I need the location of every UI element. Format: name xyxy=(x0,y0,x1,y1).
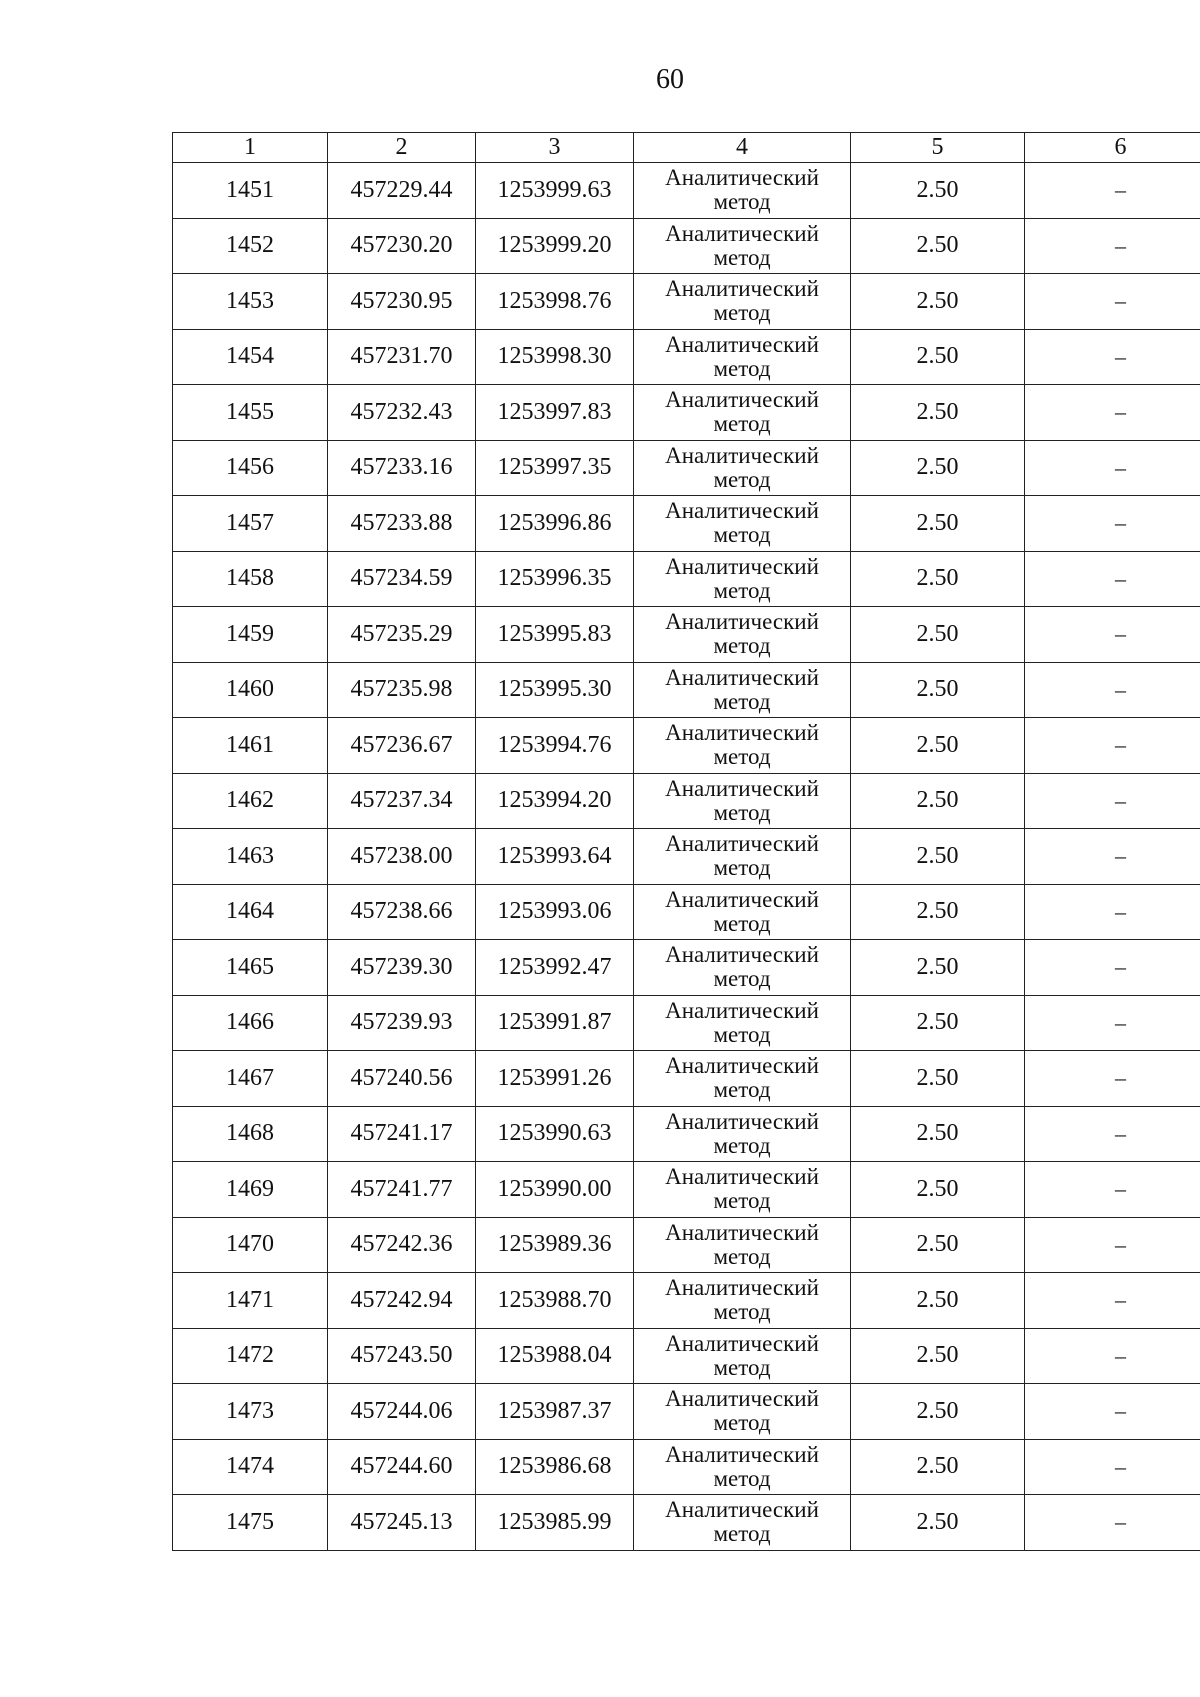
method-cell xyxy=(634,995,851,1051)
table-row xyxy=(173,884,1200,940)
point-number-cell: 1475 xyxy=(173,1495,328,1551)
x-coordinate-cell: 457229.44 xyxy=(328,163,476,219)
method-line-2: метод xyxy=(713,966,771,992)
table-row xyxy=(173,1217,1200,1273)
x-coordinate-cell: 457238.00 xyxy=(328,829,476,885)
y-coordinate-cell: 1253992.47 xyxy=(476,940,634,996)
method-line-1: Аналитический xyxy=(665,220,819,246)
table-row xyxy=(173,1051,1200,1107)
method-line-2: метод xyxy=(713,799,771,825)
point-number-cell: 1465 xyxy=(173,940,328,996)
note-cell: – xyxy=(1025,607,1200,663)
table-header xyxy=(173,133,1200,163)
point-number-cell: 1460 xyxy=(173,662,328,718)
point-number-cell: 1473 xyxy=(173,1384,328,1440)
note-cell: – xyxy=(1025,1106,1200,1162)
x-coordinate-cell: 457232.43 xyxy=(328,385,476,441)
method-cell xyxy=(634,773,851,829)
method-line-2: метод xyxy=(713,244,771,270)
y-coordinate-cell: 1253999.63 xyxy=(476,163,634,219)
method-line-2: метод xyxy=(713,355,771,381)
method-cell xyxy=(634,1384,851,1440)
note-cell: – xyxy=(1025,1495,1200,1551)
point-number-cell: 1462 xyxy=(173,773,328,829)
point-number-cell: 1474 xyxy=(173,1439,328,1495)
table-row xyxy=(173,1384,1200,1440)
point-number-cell: 1466 xyxy=(173,995,328,1051)
error-cell: 2.50 xyxy=(851,1106,1025,1162)
x-coordinate-cell: 457244.06 xyxy=(328,1384,476,1440)
x-coordinate-cell: 457245.13 xyxy=(328,1495,476,1551)
x-coordinate-cell: 457237.34 xyxy=(328,773,476,829)
table-row xyxy=(173,773,1200,829)
error-cell: 2.50 xyxy=(851,995,1025,1051)
x-coordinate-cell: 457230.95 xyxy=(328,274,476,330)
method-line-2: метод xyxy=(713,1410,771,1436)
method-cell xyxy=(634,607,851,663)
header-row xyxy=(173,133,1200,163)
point-number-cell: 1461 xyxy=(173,718,328,774)
note-cell: – xyxy=(1025,829,1200,885)
point-number-cell: 1452 xyxy=(173,218,328,274)
method-line-2: метод xyxy=(713,855,771,881)
point-number-cell: 1464 xyxy=(173,884,328,940)
error-cell: 2.50 xyxy=(851,773,1025,829)
y-coordinate-cell: 1253999.20 xyxy=(476,218,634,274)
x-coordinate-cell: 457230.20 xyxy=(328,218,476,274)
method-cell xyxy=(634,1495,851,1551)
y-coordinate-cell: 1253998.76 xyxy=(476,274,634,330)
note-cell: – xyxy=(1025,440,1200,496)
note-cell: – xyxy=(1025,163,1200,219)
error-cell: 2.50 xyxy=(851,1384,1025,1440)
point-number-cell: 1455 xyxy=(173,385,328,441)
error-cell: 2.50 xyxy=(851,1217,1025,1273)
method-cell xyxy=(634,1328,851,1384)
table-row xyxy=(173,385,1200,441)
error-cell: 2.50 xyxy=(851,551,1025,607)
y-coordinate-cell: 1253989.36 xyxy=(476,1217,634,1273)
note-cell: – xyxy=(1025,274,1200,330)
note-cell: – xyxy=(1025,329,1200,385)
error-cell: 2.50 xyxy=(851,718,1025,774)
y-coordinate-cell: 1253986.68 xyxy=(476,1439,634,1495)
method-line-2: метод xyxy=(713,1465,771,1491)
method-line-1: Аналитический xyxy=(665,1219,819,1245)
method-cell xyxy=(634,1051,851,1107)
y-coordinate-cell: 1253995.83 xyxy=(476,607,634,663)
method-line-2: метод xyxy=(713,411,771,437)
error-cell: 2.50 xyxy=(851,1328,1025,1384)
y-coordinate-cell: 1253998.30 xyxy=(476,329,634,385)
note-cell: – xyxy=(1025,1439,1200,1495)
column-header-4: 4 xyxy=(634,133,851,163)
table-row xyxy=(173,1106,1200,1162)
x-coordinate-cell: 457233.16 xyxy=(328,440,476,496)
table-row xyxy=(173,329,1200,385)
table-row xyxy=(173,1273,1200,1329)
table-row xyxy=(173,662,1200,718)
method-cell xyxy=(634,274,851,330)
method-line-1: Аналитический xyxy=(665,553,819,579)
x-coordinate-cell: 457239.93 xyxy=(328,995,476,1051)
error-cell: 2.50 xyxy=(851,1162,1025,1218)
method-cell xyxy=(634,884,851,940)
method-line-2: метод xyxy=(713,1021,771,1047)
point-number-cell: 1472 xyxy=(173,1328,328,1384)
note-cell: – xyxy=(1025,496,1200,552)
point-number-cell: 1451 xyxy=(173,163,328,219)
method-line-1: Аналитический xyxy=(665,498,819,524)
point-number-cell: 1458 xyxy=(173,551,328,607)
note-cell: – xyxy=(1025,1162,1200,1218)
y-coordinate-cell: 1253991.87 xyxy=(476,995,634,1051)
x-coordinate-cell: 457241.17 xyxy=(328,1106,476,1162)
note-cell: – xyxy=(1025,1217,1200,1273)
note-cell: – xyxy=(1025,940,1200,996)
method-line-2: метод xyxy=(713,466,771,492)
y-coordinate-cell: 1253991.26 xyxy=(476,1051,634,1107)
method-cell xyxy=(634,163,851,219)
method-line-1: Аналитический xyxy=(665,165,819,191)
error-cell: 2.50 xyxy=(851,662,1025,718)
note-cell: – xyxy=(1025,385,1200,441)
method-cell xyxy=(634,1439,851,1495)
method-cell xyxy=(634,551,851,607)
method-line-1: Аналитический xyxy=(665,720,819,746)
y-coordinate-cell: 1253993.64 xyxy=(476,829,634,885)
table-row xyxy=(173,1439,1200,1495)
point-number-cell: 1453 xyxy=(173,274,328,330)
table-body xyxy=(173,163,1200,1551)
error-cell: 2.50 xyxy=(851,385,1025,441)
column-header-5: 5 xyxy=(851,133,1025,163)
point-number-cell: 1459 xyxy=(173,607,328,663)
error-cell: 2.50 xyxy=(851,940,1025,996)
method-line-1: Аналитический xyxy=(665,1441,819,1467)
x-coordinate-cell: 457239.30 xyxy=(328,940,476,996)
point-number-cell: 1469 xyxy=(173,1162,328,1218)
error-cell: 2.50 xyxy=(851,440,1025,496)
method-cell xyxy=(634,1273,851,1329)
method-cell xyxy=(634,496,851,552)
table-row xyxy=(173,718,1200,774)
point-number-cell: 1454 xyxy=(173,329,328,385)
error-cell: 2.50 xyxy=(851,1051,1025,1107)
x-coordinate-cell: 457231.70 xyxy=(328,329,476,385)
column-header-2: 2 xyxy=(328,133,476,163)
x-coordinate-cell: 457244.60 xyxy=(328,1439,476,1495)
y-coordinate-cell: 1253994.20 xyxy=(476,773,634,829)
point-number-cell: 1468 xyxy=(173,1106,328,1162)
y-coordinate-cell: 1253985.99 xyxy=(476,1495,634,1551)
method-line-1: Аналитический xyxy=(665,997,819,1023)
method-line-2: метод xyxy=(713,522,771,548)
column-header-6: 6 xyxy=(1025,133,1200,163)
method-line-2: метод xyxy=(713,1077,771,1103)
method-cell xyxy=(634,1162,851,1218)
method-line-1: Аналитический xyxy=(665,1053,819,1079)
error-cell: 2.50 xyxy=(851,496,1025,552)
method-line-2: метод xyxy=(713,1299,771,1325)
method-line-2: метод xyxy=(713,1354,771,1380)
note-cell: – xyxy=(1025,1051,1200,1107)
table-row xyxy=(173,1162,1200,1218)
y-coordinate-cell: 1253997.83 xyxy=(476,385,634,441)
table-row xyxy=(173,1328,1200,1384)
y-coordinate-cell: 1253990.00 xyxy=(476,1162,634,1218)
error-cell: 2.50 xyxy=(851,1439,1025,1495)
method-line-1: Аналитический xyxy=(665,1386,819,1412)
y-coordinate-cell: 1253988.70 xyxy=(476,1273,634,1329)
method-line-1: Аналитический xyxy=(665,1497,819,1523)
y-coordinate-cell: 1253990.63 xyxy=(476,1106,634,1162)
note-cell: – xyxy=(1025,995,1200,1051)
error-cell: 2.50 xyxy=(851,329,1025,385)
x-coordinate-cell: 457235.29 xyxy=(328,607,476,663)
method-cell xyxy=(634,829,851,885)
table-row xyxy=(173,607,1200,663)
x-coordinate-cell: 457240.56 xyxy=(328,1051,476,1107)
note-cell: – xyxy=(1025,662,1200,718)
method-cell xyxy=(634,218,851,274)
method-line-2: метод xyxy=(713,910,771,936)
method-cell xyxy=(634,940,851,996)
y-coordinate-cell: 1253995.30 xyxy=(476,662,634,718)
method-line-1: Аналитический xyxy=(665,664,819,690)
method-line-2: метод xyxy=(713,1132,771,1158)
method-cell xyxy=(634,385,851,441)
error-cell: 2.50 xyxy=(851,218,1025,274)
x-coordinate-cell: 457236.67 xyxy=(328,718,476,774)
method-line-2: метод xyxy=(713,300,771,326)
method-cell xyxy=(634,718,851,774)
table-row xyxy=(173,995,1200,1051)
error-cell: 2.50 xyxy=(851,607,1025,663)
table-row xyxy=(173,551,1200,607)
y-coordinate-cell: 1253994.76 xyxy=(476,718,634,774)
table-row xyxy=(173,1495,1200,1551)
method-line-1: Аналитический xyxy=(665,387,819,413)
method-cell xyxy=(634,329,851,385)
coordinates-table xyxy=(172,132,1200,1551)
note-cell: – xyxy=(1025,218,1200,274)
table-row xyxy=(173,274,1200,330)
error-cell: 2.50 xyxy=(851,1273,1025,1329)
note-cell: – xyxy=(1025,718,1200,774)
method-line-1: Аналитический xyxy=(665,1164,819,1190)
method-line-2: метод xyxy=(713,1521,771,1547)
table-row xyxy=(173,940,1200,996)
method-line-1: Аналитический xyxy=(665,942,819,968)
note-cell: – xyxy=(1025,551,1200,607)
point-number-cell: 1463 xyxy=(173,829,328,885)
y-coordinate-cell: 1253997.35 xyxy=(476,440,634,496)
method-cell xyxy=(634,1217,851,1273)
method-line-1: Аналитический xyxy=(665,775,819,801)
point-number-cell: 1457 xyxy=(173,496,328,552)
method-line-2: метод xyxy=(713,1188,771,1214)
method-line-1: Аналитический xyxy=(665,886,819,912)
method-line-1: Аналитический xyxy=(665,1330,819,1356)
method-line-2: метод xyxy=(713,577,771,603)
method-line-2: метод xyxy=(713,633,771,659)
point-number-cell: 1467 xyxy=(173,1051,328,1107)
method-line-1: Аналитический xyxy=(665,331,819,357)
x-coordinate-cell: 457235.98 xyxy=(328,662,476,718)
point-number-cell: 1471 xyxy=(173,1273,328,1329)
page-number: 60 xyxy=(656,64,684,95)
error-cell: 2.50 xyxy=(851,829,1025,885)
method-cell xyxy=(634,662,851,718)
note-cell: – xyxy=(1025,1328,1200,1384)
y-coordinate-cell: 1253988.04 xyxy=(476,1328,634,1384)
method-line-2: метод xyxy=(713,688,771,714)
note-cell: – xyxy=(1025,773,1200,829)
x-coordinate-cell: 457233.88 xyxy=(328,496,476,552)
x-coordinate-cell: 457242.94 xyxy=(328,1273,476,1329)
table-row xyxy=(173,163,1200,219)
table-row xyxy=(173,440,1200,496)
x-coordinate-cell: 457243.50 xyxy=(328,1328,476,1384)
note-cell: – xyxy=(1025,884,1200,940)
x-coordinate-cell: 457241.77 xyxy=(328,1162,476,1218)
column-header-3: 3 xyxy=(476,133,634,163)
method-line-1: Аналитический xyxy=(665,442,819,468)
note-cell: – xyxy=(1025,1273,1200,1329)
error-cell: 2.50 xyxy=(851,274,1025,330)
method-line-1: Аналитический xyxy=(665,1275,819,1301)
error-cell: 2.50 xyxy=(851,1495,1025,1551)
y-coordinate-cell: 1253996.86 xyxy=(476,496,634,552)
method-cell xyxy=(634,440,851,496)
method-line-2: метод xyxy=(713,1243,771,1269)
note-cell: – xyxy=(1025,1384,1200,1440)
method-line-1: Аналитический xyxy=(665,609,819,635)
method-line-1: Аналитический xyxy=(665,831,819,857)
method-line-2: метод xyxy=(713,744,771,770)
table-row xyxy=(173,829,1200,885)
error-cell: 2.50 xyxy=(851,884,1025,940)
method-cell xyxy=(634,1106,851,1162)
table-row xyxy=(173,218,1200,274)
x-coordinate-cell: 457238.66 xyxy=(328,884,476,940)
method-line-1: Аналитический xyxy=(665,276,819,302)
x-coordinate-cell: 457234.59 xyxy=(328,551,476,607)
error-cell: 2.50 xyxy=(851,163,1025,219)
y-coordinate-cell: 1253987.37 xyxy=(476,1384,634,1440)
method-line-2: метод xyxy=(713,189,771,215)
y-coordinate-cell: 1253996.35 xyxy=(476,551,634,607)
x-coordinate-cell: 457242.36 xyxy=(328,1217,476,1273)
point-number-cell: 1456 xyxy=(173,440,328,496)
method-line-1: Аналитический xyxy=(665,1108,819,1134)
y-coordinate-cell: 1253993.06 xyxy=(476,884,634,940)
point-number-cell: 1470 xyxy=(173,1217,328,1273)
table-row xyxy=(173,496,1200,552)
column-header-1: 1 xyxy=(173,133,328,163)
